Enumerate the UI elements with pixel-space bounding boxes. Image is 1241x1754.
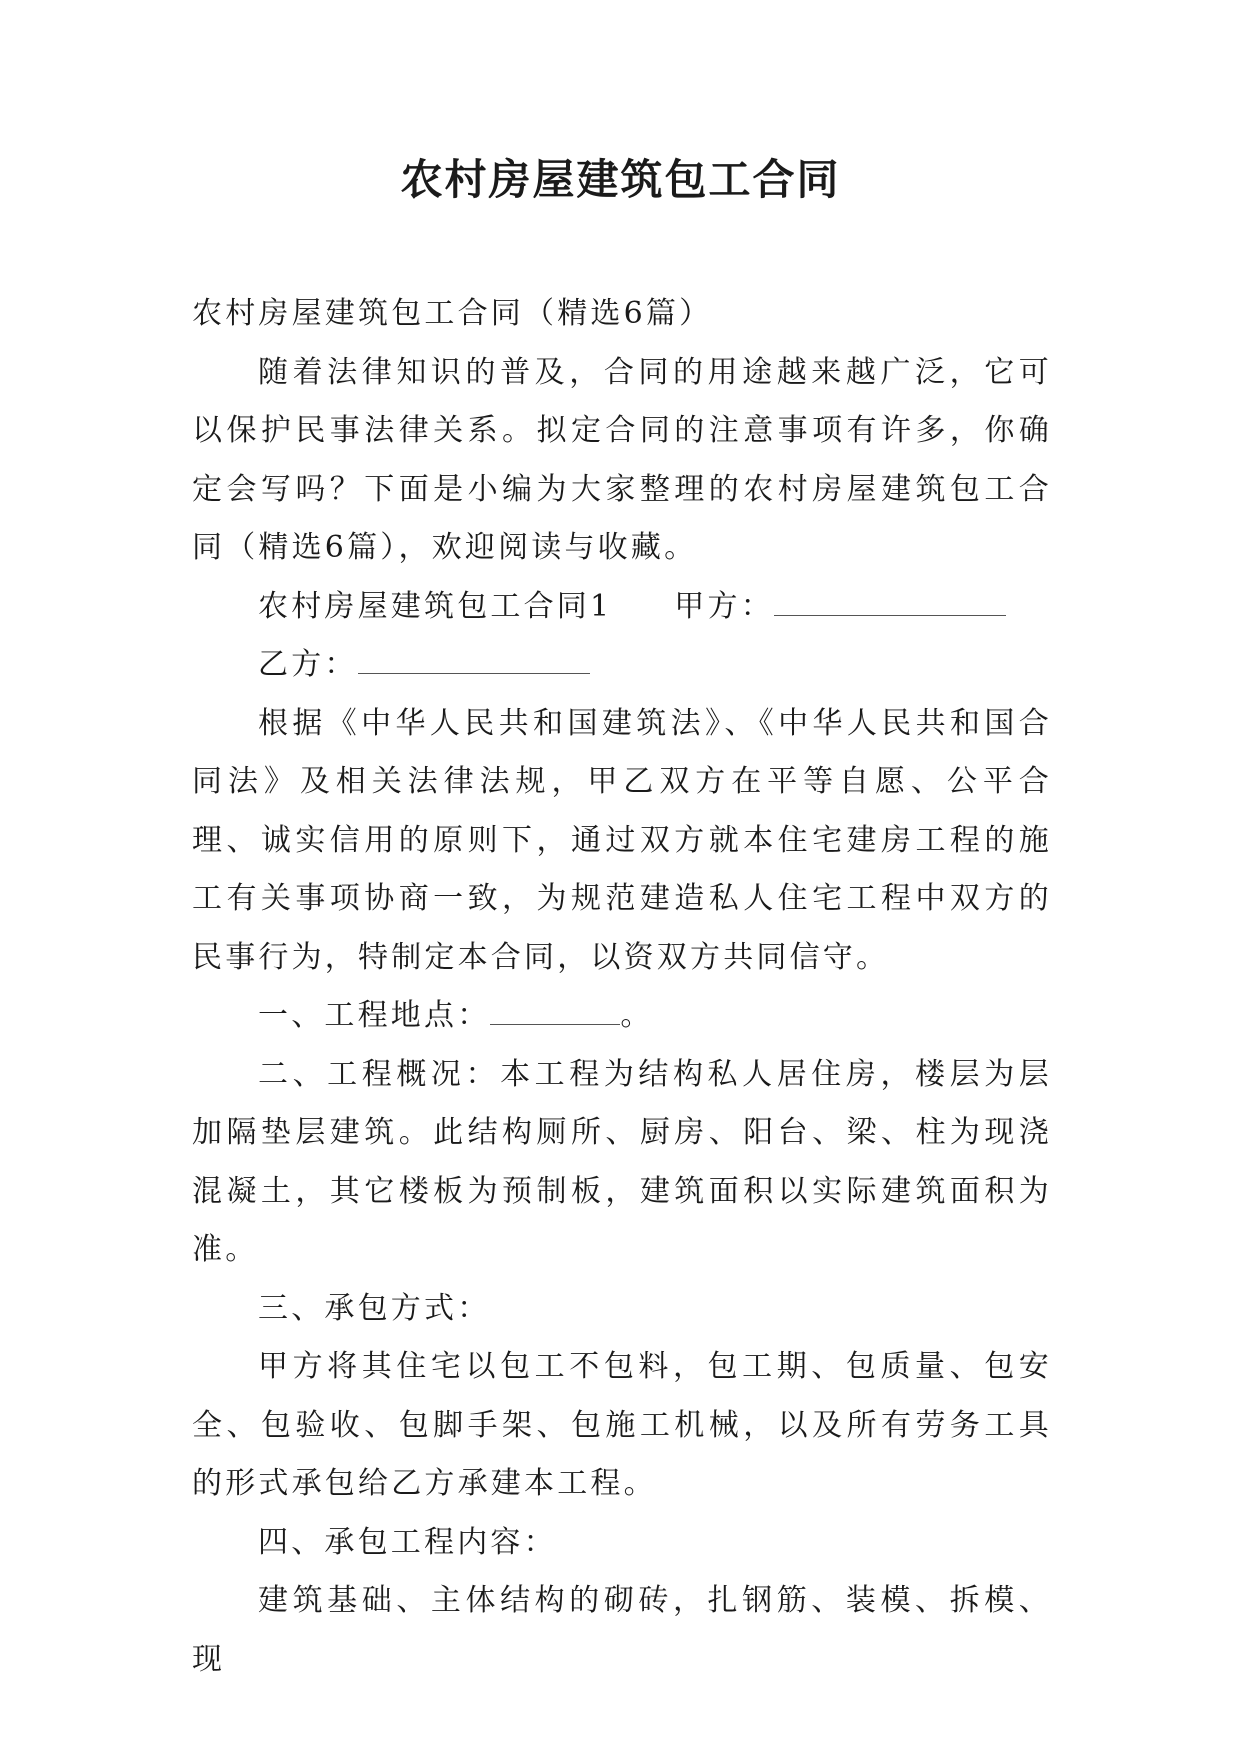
document-title: 农村房屋建筑包工合同	[400, 155, 841, 204]
location-blank	[490, 994, 620, 1025]
party-b-label: 乙方：	[258, 647, 358, 682]
preamble-paragraph: 根据《中华人民共和国建筑法》、《中华人民共和国合同法》及相关法律法规，甲乙双方在平等自愿、公平合理、诚实信用的原则下，通过双方就本住宅建房工程的施工有关事项协商一致，为规范建造私人住宅工程中双方的民事行为，特制定本合同，以资双方共同信守。	[192, 705, 1052, 975]
contract1-heading: 农村房屋建筑包工合同1	[258, 588, 613, 624]
section1-line	[192, 987, 1052, 1046]
section1-label: 一、工程地点：	[258, 998, 491, 1033]
party-a-blank	[774, 585, 1006, 616]
intro-paragraph: 随着法律知识的普及，合同的用途越来越广泛，它可以保护民事法律关系。拟定合同的注意事项有许多，你确定会写吗？下面是小编为大家整理的农村房屋建筑包工合同（精选6篇），欢迎阅读与收藏。	[192, 354, 1052, 565]
section3-paragraph: 甲方将其住宅以包工不包料，包工期、包质量、包安全、包验收、包脚手架、包施工机械，以及所有劳务工具的形式承包给乙方承建本工程。	[192, 1349, 1052, 1501]
section3-heading: 三、承包方式：	[258, 1290, 491, 1326]
section2-paragraph: 二、工程概况：本工程为结构私人居住房，楼层为层加隔垫层建筑。此结构厕所、厨房、阳台、梁、柱为现浇混凝土，其它楼板为预制板，建筑面积以实际建筑面积为准。	[192, 1056, 1052, 1267]
document-body	[192, 285, 1052, 1689]
section4-paragraph: 建筑基础、主体结构的砌砖，扎钢筋、装模、拆模、现	[192, 1583, 1052, 1677]
party-b-line	[192, 636, 1052, 695]
document-subtitle: 农村房屋建筑包工合同（精选6篇）	[192, 296, 713, 331]
section4-heading: 四、承包工程内容：	[258, 1524, 557, 1560]
party-a-label: 甲方：	[674, 588, 774, 624]
section1-end: 。	[620, 998, 654, 1033]
party-b-blank	[358, 643, 590, 674]
contract1-heading-line	[192, 578, 1052, 637]
